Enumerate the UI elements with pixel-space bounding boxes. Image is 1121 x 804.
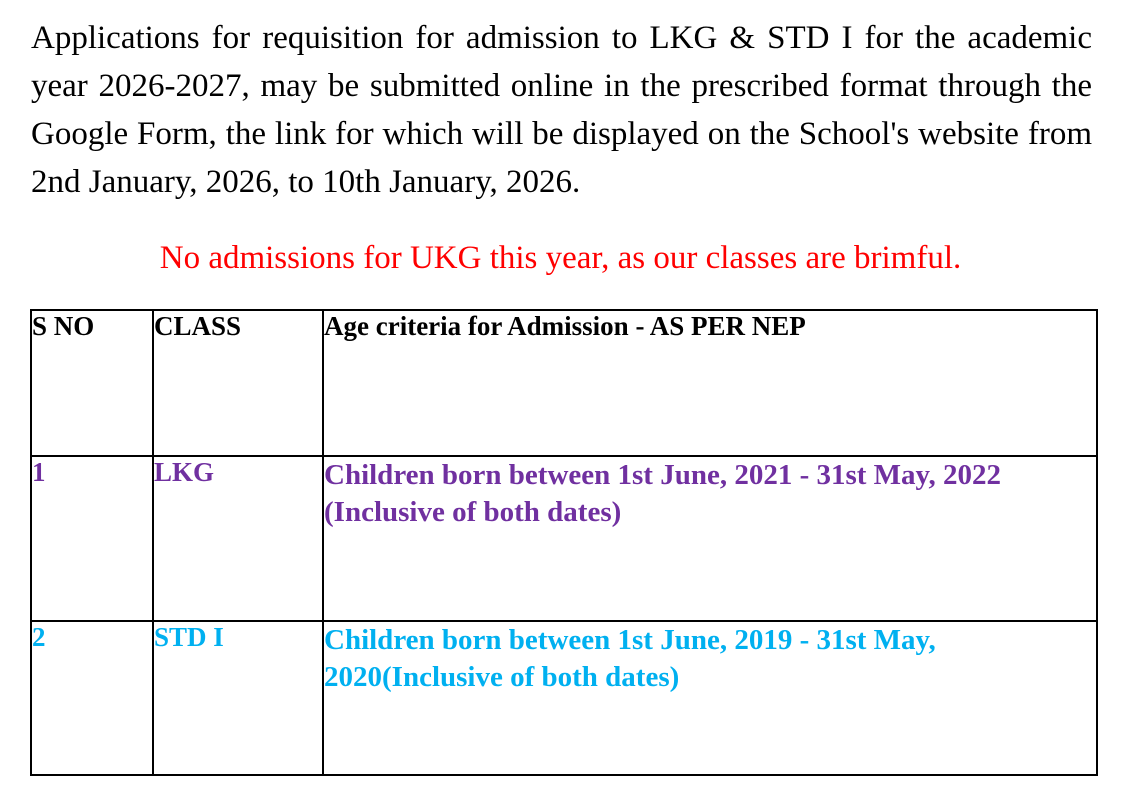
admission-criteria-table [30,309,1098,776]
row-sno: 1 [31,456,153,621]
row-age-criteria: Children born between 1st June, 2019 - 31st May, 2020(Inclusive of both dates) [323,621,1097,775]
table-header-row [31,310,1097,456]
intro-paragraph: Applications for requisition for admission to LKG & STD I for the academic year 2026-2027, may be submitted online in the prescribed format through the Google Form, the link for which will be displayed on the School's website from 2nd January, 2026, to 10th January, 2026. [31,20,1092,200]
table-row [31,621,1097,775]
header-sno: S NO [31,310,153,456]
header-class: CLASS [153,310,323,456]
row-sno: 2 [31,621,153,775]
row-class: LKG [153,456,323,621]
row-age-criteria: Children born between 1st June, 2021 - 31st May, 2022 (Inclusive of both dates) [323,456,1097,621]
row-class: STD I [153,621,323,775]
ukg-notice: No admissions for UKG this year, as our classes are brimful. [159,240,962,276]
header-age-criteria: Age criteria for Admission - AS PER NEP [323,310,1097,456]
table-row [31,456,1097,621]
